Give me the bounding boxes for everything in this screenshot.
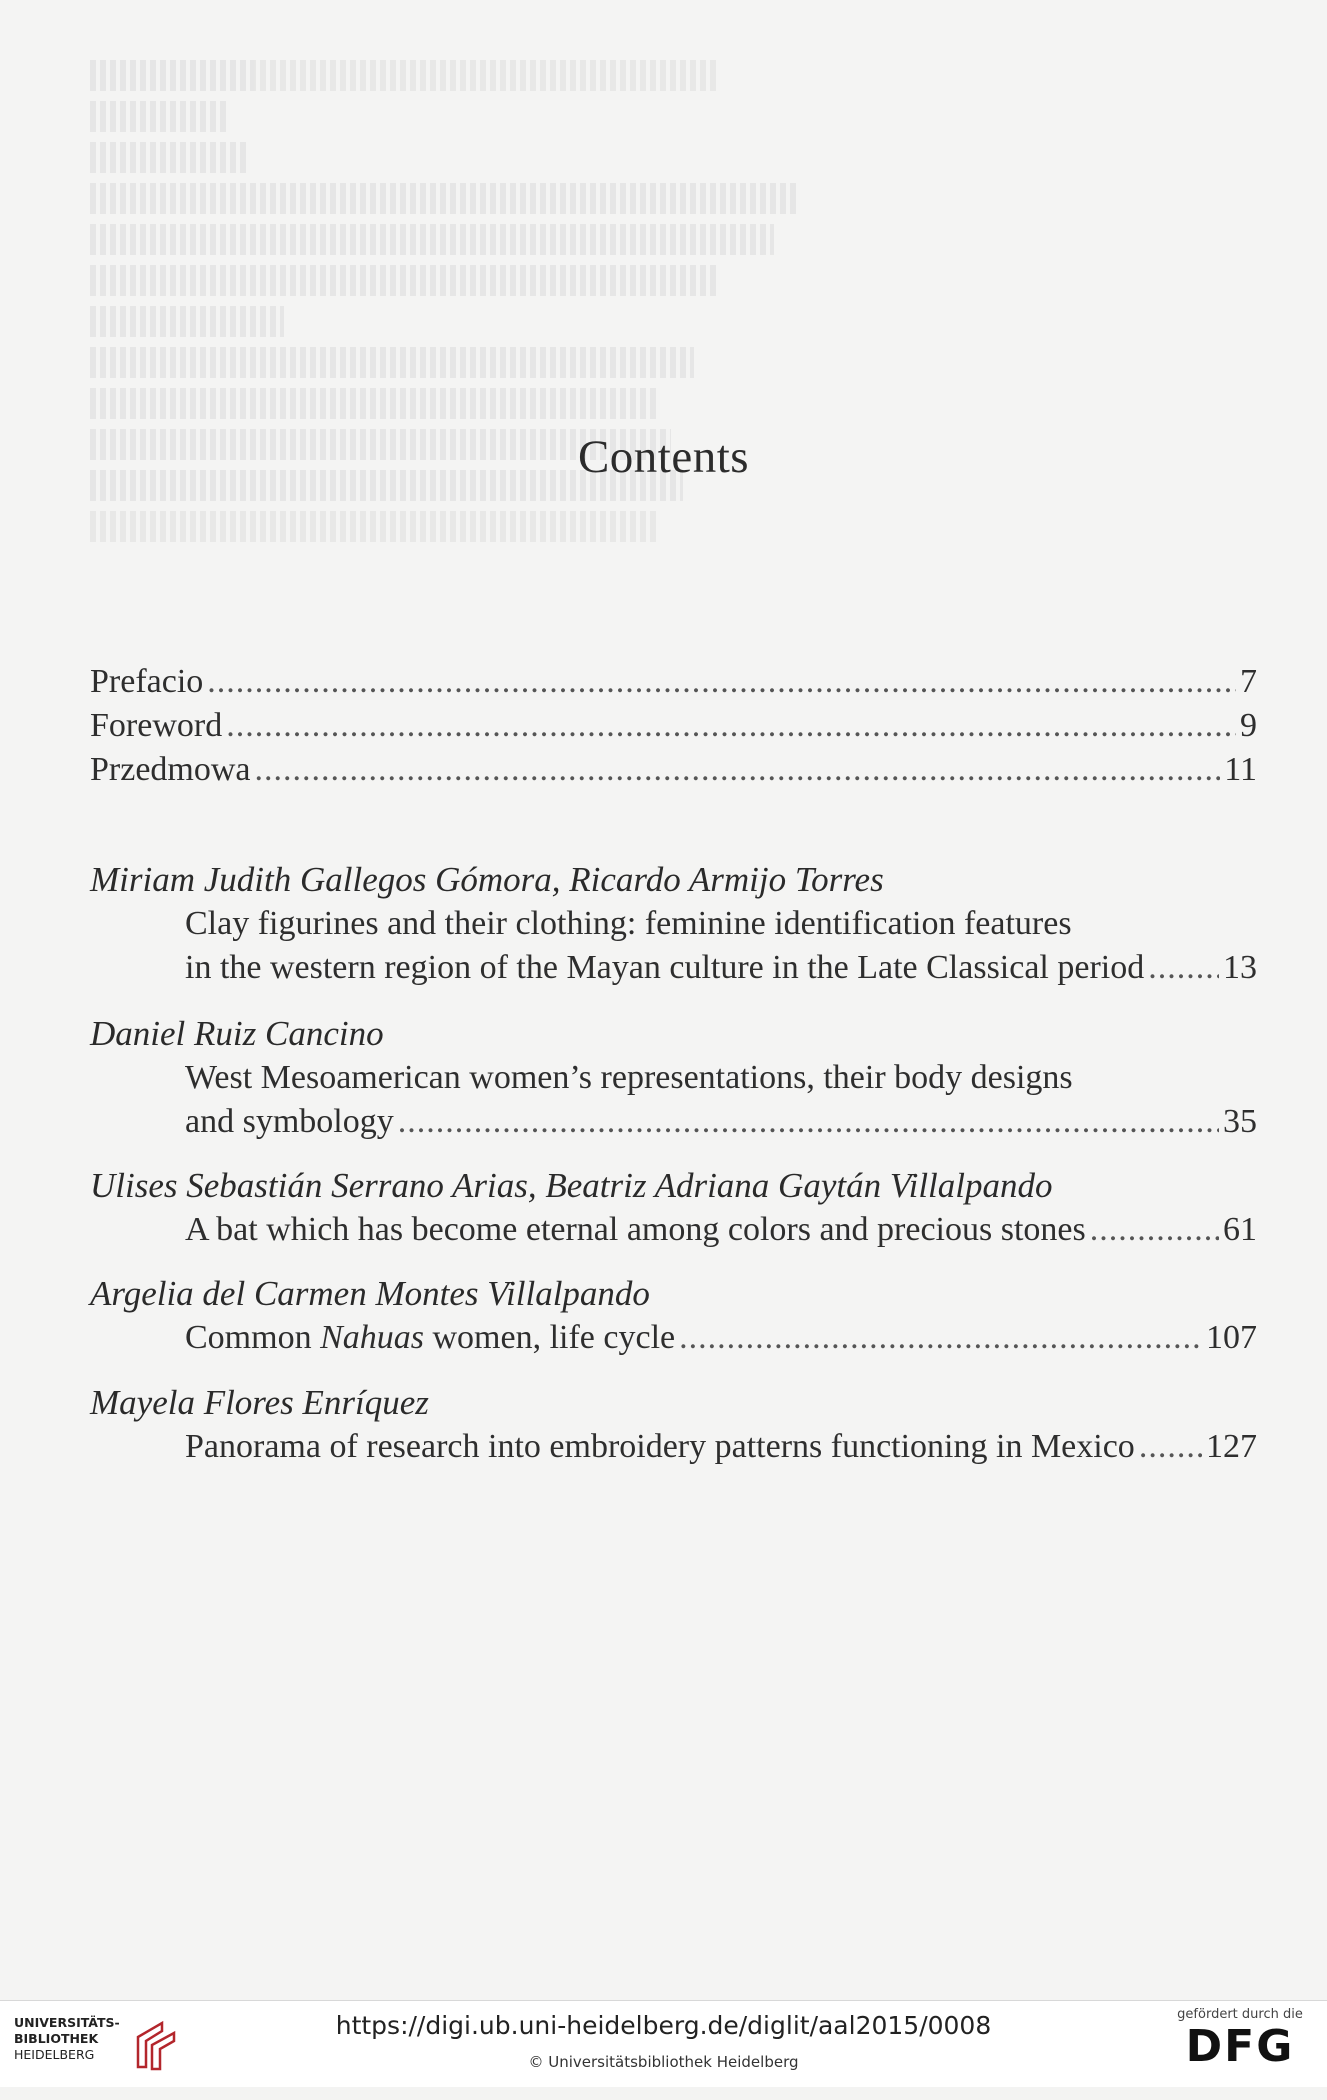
dot-leader xyxy=(1090,1208,1219,1252)
toc-page-number: 127 xyxy=(1206,1428,1257,1465)
library-name-line: UNIVERSITÄTS- xyxy=(14,2015,120,2030)
toc-page-number: 35 xyxy=(1223,1103,1257,1140)
toc-entry-panorama[interactable] xyxy=(185,1425,1257,1469)
funder-name: DFG xyxy=(1185,2021,1295,2072)
library-name-line: HEIDELBERG xyxy=(14,2047,95,2062)
library-name-line: BIBLIOTHEK xyxy=(14,2031,99,2046)
toc-entry-foreword[interactable] xyxy=(90,704,1257,748)
funder-note: gefördert durch die xyxy=(1177,2007,1303,2022)
entry-authors: Ulises Sebastián Serrano Arias, Beatriz Adriana Gaytán Villalpando xyxy=(90,1166,1053,1205)
toc-entry-label: Prefacio xyxy=(90,663,204,700)
title-italic-text: Nahuas xyxy=(320,1319,424,1356)
entry-title-line: A bat which has become eternal among colors and precious stones xyxy=(185,1211,1086,1248)
dot-leader xyxy=(1148,946,1219,990)
toc-page-number: 9 xyxy=(1240,707,1257,744)
entry-title-line[interactable]: West Mesoamerican women’s representations, their body designs xyxy=(185,1059,1073,1096)
toc-page-number: 107 xyxy=(1206,1319,1257,1356)
toc-page-number: 11 xyxy=(1224,751,1257,788)
entry-authors: Miriam Judith Gallegos Gómora, Ricardo Armijo Torres xyxy=(90,860,884,899)
dot-leader xyxy=(255,748,1221,792)
entry-title-line[interactable]: Clay figurines and their clothing: feminine identification features xyxy=(185,905,1072,942)
toc-page-number: 61 xyxy=(1223,1211,1257,1248)
toc-entry-przedmowa[interactable] xyxy=(90,748,1257,792)
entry-title-line: Panorama of research into embroidery patterns functioning in Mexico xyxy=(185,1428,1135,1465)
dot-leader xyxy=(207,660,1236,704)
title-text: women, life cycle xyxy=(424,1319,676,1356)
toc-entry-west-mesoamerican[interactable] xyxy=(185,1100,1257,1144)
viewer-footer xyxy=(0,2000,1327,2087)
entry-title-line: in the western region of the Mayan culture in the Late Classical period xyxy=(185,949,1145,986)
document-url-link[interactable]: https://digi.ub.uni-heidelberg.de/diglit/aal2015/0008 xyxy=(335,2011,992,2040)
dot-leader xyxy=(679,1316,1202,1360)
entry-authors: Daniel Ruiz Cancino xyxy=(90,1014,384,1053)
dfg-logo[interactable] xyxy=(1175,2007,1305,2081)
page-title: Contents xyxy=(577,431,750,483)
entry-title-line: and symbology xyxy=(185,1103,394,1140)
toc-entry-clay-figurines[interactable] xyxy=(185,946,1257,990)
toc-entry-bat[interactable] xyxy=(185,1208,1257,1252)
dot-leader xyxy=(226,704,1236,748)
copyright-notice: © Universitätsbibliothek Heidelberg xyxy=(528,2053,799,2071)
entry-title-line xyxy=(185,1316,675,1360)
toc-entry-prefacio[interactable] xyxy=(90,660,1257,704)
toc-page-number: 13 xyxy=(1223,949,1257,986)
dot-leader xyxy=(1139,1425,1202,1469)
toc-page-number: 7 xyxy=(1240,663,1257,700)
toc-entry-label: Foreword xyxy=(90,707,223,744)
title-text: Common xyxy=(185,1319,321,1356)
entry-authors: Argelia del Carmen Montes Villalpando xyxy=(90,1274,650,1313)
dot-leader xyxy=(398,1100,1219,1144)
toc-entry-nahuas[interactable] xyxy=(185,1316,1257,1360)
entry-authors: Mayela Flores Enríquez xyxy=(90,1383,429,1422)
toc-entry-label: Przedmowa xyxy=(90,751,251,788)
